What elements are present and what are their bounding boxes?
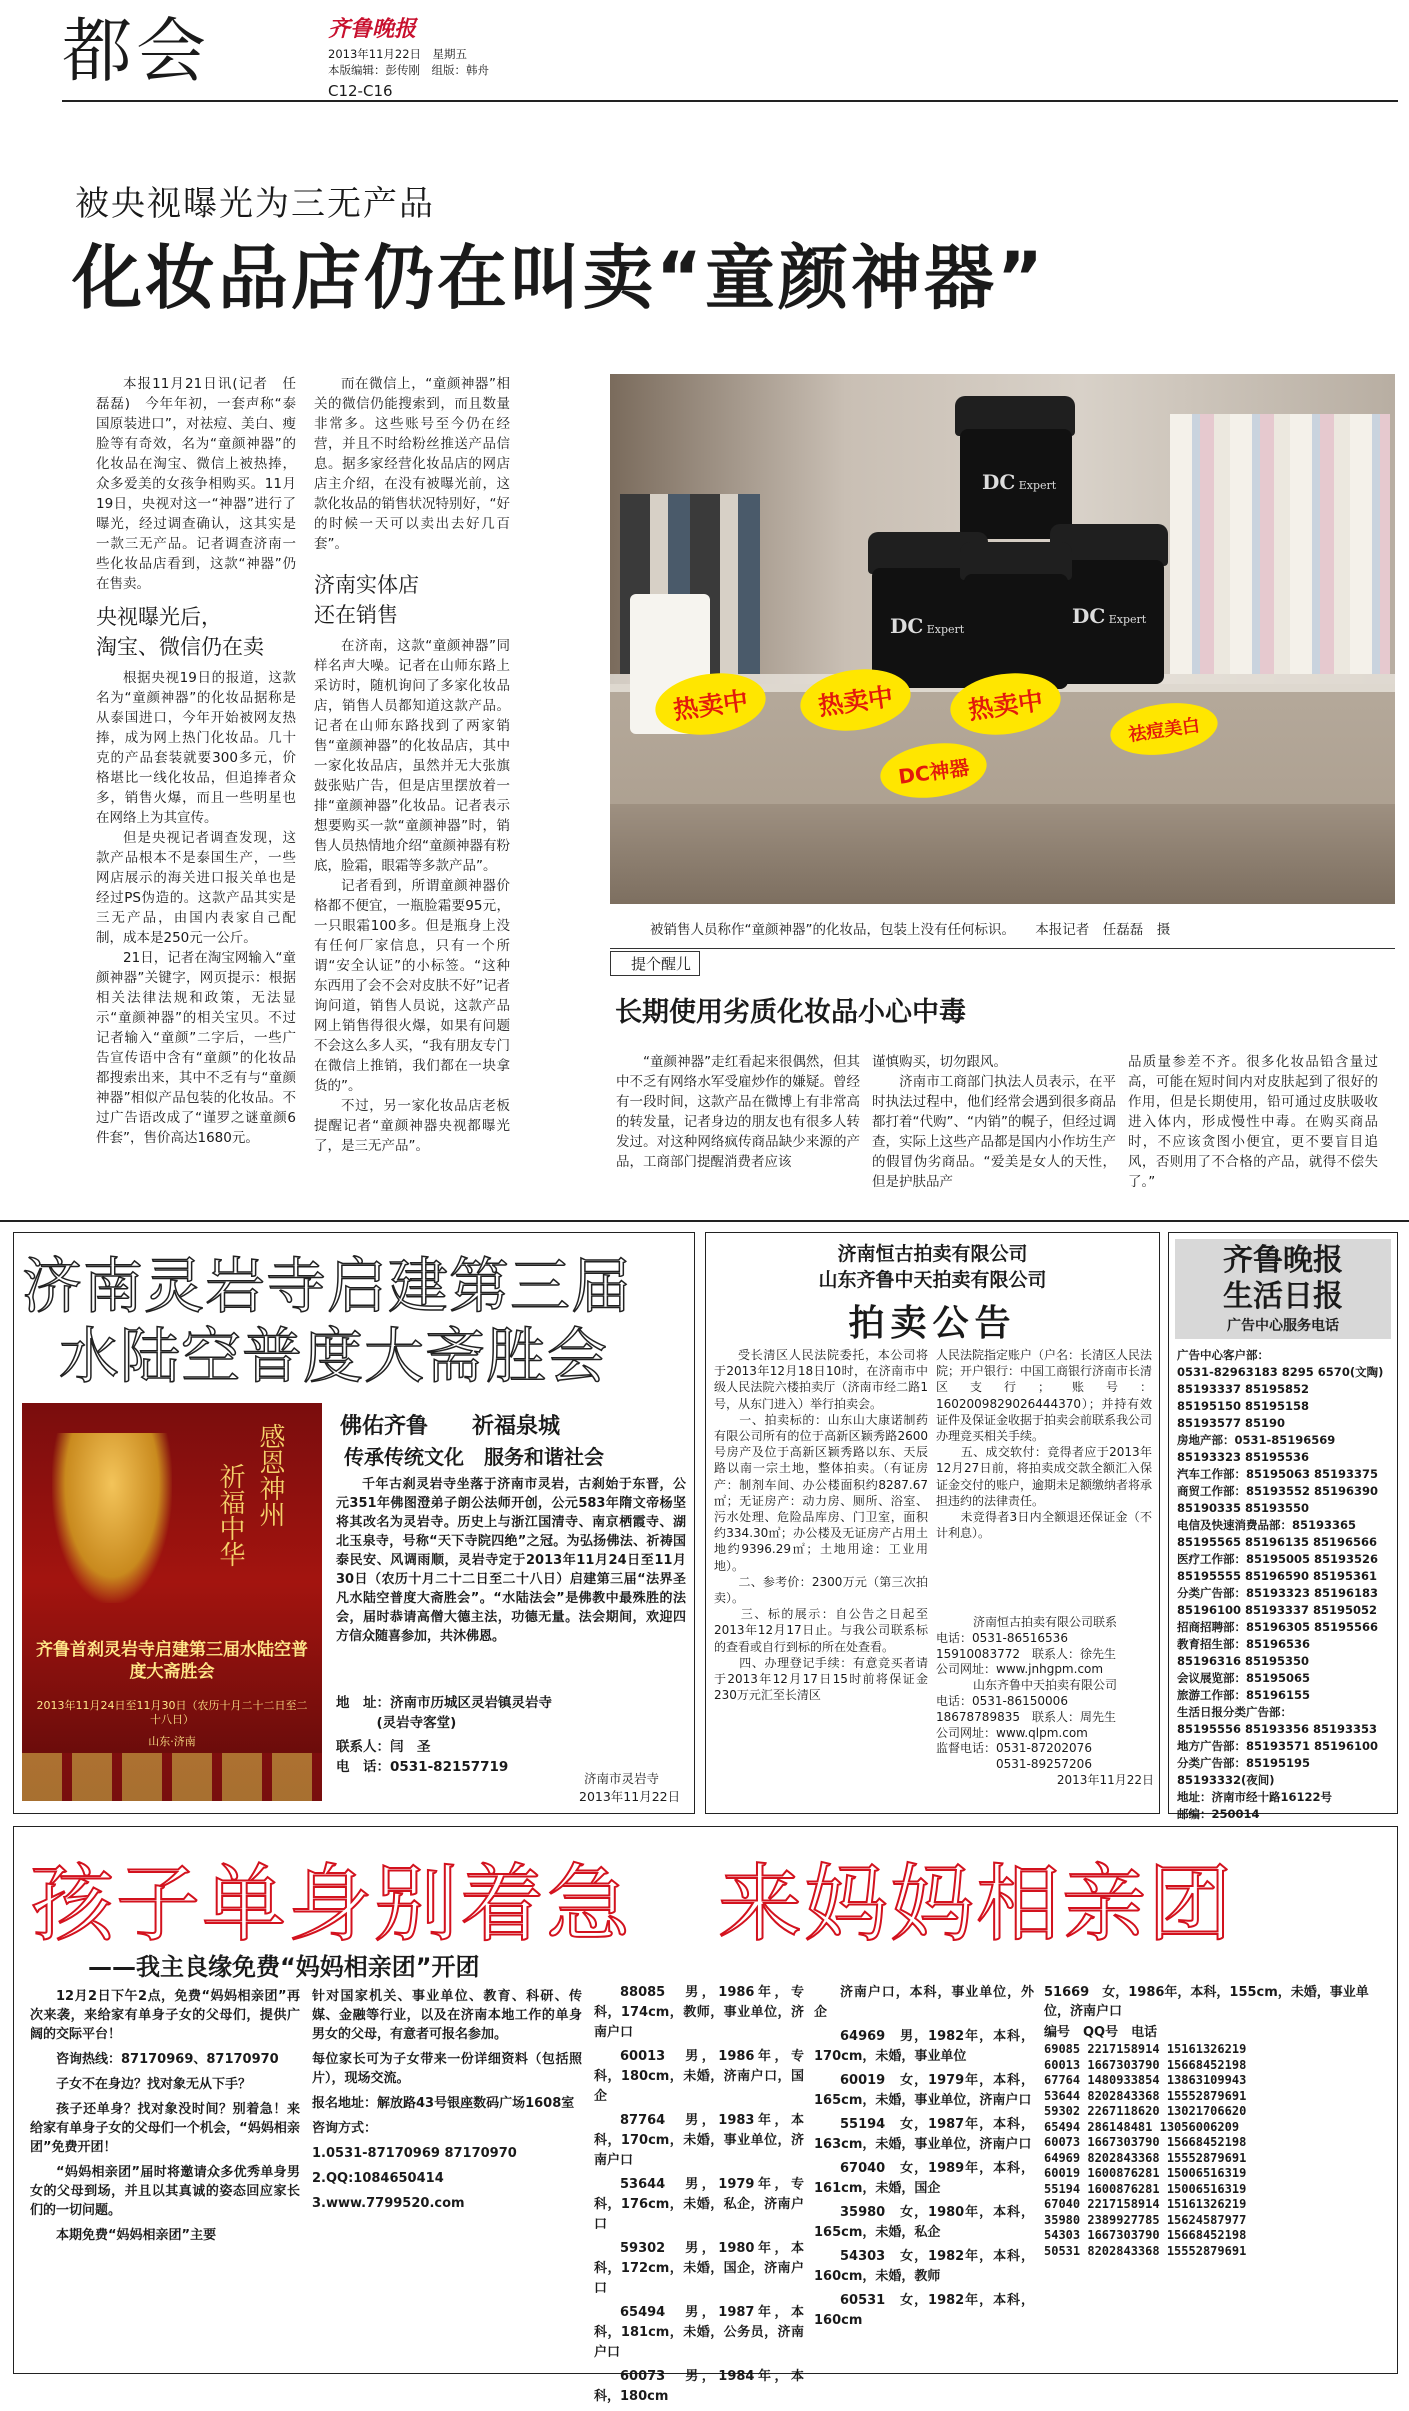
member-entry: 59302 男，1980年，本科，172cm，未婚，国企，济南户口 xyxy=(594,2241,804,2296)
temple-tel-label: 电 话： xyxy=(336,1759,390,1775)
directory-line: 房地产部：0531-85196569 xyxy=(1177,1433,1336,1447)
temple-ad-title-1: 济南灵岩寺启建第三届 xyxy=(22,1252,632,1322)
temple-address-value: 济南市历城区灵岩镇灵岩寺 xyxy=(390,1695,552,1711)
directory-line: 85195150 85195158 xyxy=(1177,1399,1310,1413)
directory-line: 地址：济南市经十路16122号 xyxy=(1177,1790,1333,1804)
reminder-text-3: 品质量参差不齐。很多化妆品铅含量过高，可能在短时间内对皮肤起到了很好的作用，但是长期使用，铅可通过皮肤吸收进入体内，形成慢性中毒。在购买商品时，不应该贪图小便宜，更不要盲目追风，否则用了不合格的产品，就得不偿失了。” xyxy=(1128,1054,1378,1190)
directory-line: 85190335 85193550 xyxy=(1177,1501,1310,1515)
auction-contact-1-tel: 电话：0531-86516536 xyxy=(936,1630,1068,1645)
sign-hot-3: 热卖中 xyxy=(946,667,1064,742)
jar-brand-2 xyxy=(890,614,964,638)
table-row: 55194 1600876281 15006516319 xyxy=(1044,2181,1247,2196)
paragraph: 记者看到，所谓童颜神器价格都不便宜，一瓶脸霜要95元，一只眼霜100多。但是瓶身上没有任何厂家信息，只有一个所谓“安全认证”的小标签。“这种东西用了会不会对皮肤不好”记者询问道，销售人员说，这款产品网上销售得很火爆，如果有问题不会这么多人买，“我有朋友专门在微信上推销，我们都在一块拿货的”。 xyxy=(314,878,510,1094)
auction-right-text: 人民法院指定账户（户名：长清区人民法院；开户银行：中国工商银行济南市长清区支行；账号：1602009829026444370）；并持有效证件及保证金收据于拍卖会前联系我公司办理竞买相关手续。 五、成交软付：竞得者应于2013年12月27日前，将拍卖成交款全额汇入保证金交付的账户，逾期未足额缴纳者将承担违约的法律责任。 未竞得者3日内全额退还保证金（不计利息）。 xyxy=(936,1348,1153,1541)
directory-line: 邮编：250014 xyxy=(1177,1807,1260,1821)
jar-brand-2-sub: Expert xyxy=(926,623,965,636)
matchmaking-table xyxy=(1044,2042,1389,2259)
table-row: 60073 1667303790 15668452198 xyxy=(1044,2135,1247,2149)
jar-brand-1 xyxy=(982,470,1056,494)
buddha-figure xyxy=(52,1433,172,1603)
directory-line: 85196100 85193337 85195052 xyxy=(1177,1603,1378,1617)
matchmaking-col-5-head: 51669 女，1986年，本科，155cm，未婚，事业单位，济南户口 xyxy=(1044,1985,1369,2019)
counter-base xyxy=(610,804,1395,904)
directory-line: 广告中心客户部： xyxy=(1177,1348,1269,1362)
temple-ad xyxy=(13,1232,695,1814)
column-1-body xyxy=(96,668,296,1148)
reminder-tag-label: 提个醒儿 xyxy=(610,951,700,976)
subheading-1b: 淘宝、微信仍在卖 xyxy=(96,635,264,659)
directory-line: 分类广告部：85193323 85196183 xyxy=(1177,1586,1379,1600)
bottles-right xyxy=(1170,414,1390,674)
table-row: 54303 1667303790 15668452198 xyxy=(1044,2228,1247,2242)
directory-line: 85195565 85196135 85196566 xyxy=(1177,1535,1378,1549)
reminder-col-2 xyxy=(872,1052,1116,1192)
directory-line: 会议展览部：85195065 xyxy=(1177,1671,1311,1685)
auction-supervision-tel: 监督电话：0531-87202076 xyxy=(936,1741,1092,1756)
ad-top-rule xyxy=(0,1220,1409,1222)
auction-left-text: 受长清区人民法院委托，本公司将于2013年12月18日10时，在济南市中级人民法院六楼拍卖厅（济南市经二路1号，从东门进入）举行拍卖会。 一、拍卖标的：山东山大康诺制药有限公司所有的位于高新区颖秀路2600号房产及位于高新区颖秀路以东、天辰路以南一宗土地，整体拍卖。（有证房产：制剂车间、办公楼面积约8287.67㎡；无证房产：动力房、厕所、浴室、污水处理、危险品库房、门卫室，面积约334.30㎡；办公楼及无证房产占用土地约9396.29㎡；土地用途：工业用地）。 二、参考价：2300万元（第三次拍卖）。 三、标的展示：自公告之日起至2013年12月17日止。与我公司联系标的查看或自行到标的所在处查看。 四、办理登记手续：有意竞买者请于2013年12月17日15时前将保证金230万元汇至长清区 xyxy=(714,1348,928,1703)
member-entry: 济南户口，本科，事业单位，外企 xyxy=(814,1985,1034,2020)
directory-line: 85193577 85190 xyxy=(1177,1416,1286,1430)
matchmaking-paragraph: 12月2日下午2点，免费“妈妈相亲团”再次来袭，来给家有单身子女的父母们，提供广阔的交际平台！ xyxy=(30,1989,300,2042)
member-entry: 88085 男，1986年，专科，174cm，教师，事业单位，济南户口 xyxy=(594,1985,804,2040)
directory-line: 商贸工作部：85193552 85196390 xyxy=(1177,1484,1379,1498)
matchmaking-paragraph: 孩子还单身？找对象没时间？别着急！来给家有单身子女的父母们一个机会，“妈妈相亲团”免费开团！ xyxy=(30,2102,300,2155)
member-entry: 65494 男，1987年，本科，181cm，未婚，公务员，济南户口 xyxy=(594,2305,804,2360)
temple-contact xyxy=(336,1737,508,1777)
member-entry: 67040 女，1989年，本科，161cm，未婚，国企 xyxy=(814,2161,1034,2196)
auction-contacts xyxy=(936,1615,1154,1789)
table-row: 69085 2217158914 15161326219 xyxy=(1044,2042,1247,2056)
subheading-2 xyxy=(314,570,510,630)
table-row: 64969 8202843368 15552879691 xyxy=(1044,2150,1247,2165)
temple-sign-date: 2013年11月22日 xyxy=(579,1789,681,1804)
directory-line: 教育招生部：85196536 xyxy=(1177,1637,1311,1651)
matchmaking-title: 孩子单身别着急 来妈妈相亲团 xyxy=(30,1855,1235,1953)
jar-brand-2-logo: DC xyxy=(890,614,924,638)
table-row: 35980 2389927785 15624587977 xyxy=(1044,2212,1247,2227)
reminder-text-1: “童颜神器”走红看起来很偶然，但其中不乏有网络水军受雇炒作的嫌疑。曾经有一段时间，这款产品在微博上有非常高的转发量，记者身边的朋友也有很多人转发过。对这种网络疯传商品缺少来源的产品，工商部门提醒消费者应该 xyxy=(616,1054,860,1170)
reminder-col-1 xyxy=(616,1052,860,1172)
paragraph: 根据央视19日的报道，这款名为“童颜神器”的化妆品据称是从泰国进口，今年开始被网友热捧，成为网上热门化妆品。几十克的产品套装就要300多元，价格堪比一线化妆品，但追捧者众多，销售火爆，而且一些明星也在网络上为其宣传。 xyxy=(96,670,296,826)
member-entry: 53644 男，1979年，专科，176cm，未婚，私企，济南户口 xyxy=(594,2177,804,2232)
matchmaking-ad xyxy=(13,1826,1398,2404)
jar-brand-3-sub: Expert xyxy=(1108,613,1147,626)
subheading-1 xyxy=(96,602,296,662)
member-entry: 35980 女，1980年，本科，165cm，未婚，私企 xyxy=(814,2205,1034,2240)
directory-line: 85193332(夜间) xyxy=(1177,1773,1275,1787)
temple-contact-value: 闫 圣 xyxy=(390,1739,431,1755)
directory-title-1: 齐鲁晚报 xyxy=(1223,1243,1343,1278)
matchmaking-paragraph: 针对国家机关、事业单位、教育、科研、传媒、金融等行业，以及在济南本地工作的单身男女的父母，有意者可报名参加。 xyxy=(312,1989,582,2042)
reminder-col-3 xyxy=(1128,1052,1378,1192)
table-row: 50531 8202843368 15552879691 xyxy=(1044,2243,1247,2258)
sign-hot-2: 热卖中 xyxy=(796,663,914,738)
auction-ad xyxy=(705,1232,1160,1814)
section-title: 都会 xyxy=(62,10,210,92)
page-range: C12-C16 xyxy=(328,82,393,100)
directory-list xyxy=(1177,1347,1391,1823)
directory-title-2: 生活日报 xyxy=(1223,1279,1343,1314)
subheading-2a: 济南实体店 xyxy=(314,573,419,597)
matchmaking-paragraph: 1.0531-87170969 87170970 xyxy=(312,2146,517,2161)
matchmaking-col-2 xyxy=(312,1987,582,2219)
directory-line: 电信及快速消费品部：85193365 xyxy=(1177,1518,1357,1532)
temple-poster xyxy=(22,1403,322,1801)
column-1-lead xyxy=(96,374,296,594)
table-row: 60019 1600876281 15006516319 xyxy=(1044,2166,1247,2180)
header-rule xyxy=(62,100,1398,102)
reminder-tag xyxy=(610,948,1395,973)
auction-contact-1-mobile: 15910083772 联系人：徐先生 xyxy=(936,1646,1116,1661)
subheading-1a: 央视曝光后， xyxy=(96,605,222,629)
paragraph: 不过，另一家化妆品店老板提醒记者“童颜神器央视都曝光了，是三无产品”。 xyxy=(314,1098,510,1154)
matchmaking-paragraph: 咨询热线：87170969、87170970 xyxy=(56,2052,279,2067)
matchmaking-paragraph: 本期免费“妈妈相亲团”主要 xyxy=(56,2228,217,2243)
auction-contact-2-name: 山东齐鲁中天拍卖有限公司 xyxy=(972,1678,1117,1693)
poster-vertical-2: 祈福中华 xyxy=(215,1463,245,1567)
column-2-lead xyxy=(314,374,510,554)
member-entry: 60073 男，1984年，本科，180cm xyxy=(594,2369,804,2404)
article-column-1 xyxy=(96,374,296,1148)
directory-line: 85193337 85195852 xyxy=(1177,1382,1310,1396)
sign-acne: 祛痘美白 xyxy=(1107,697,1221,762)
poster-bottom-band xyxy=(22,1753,322,1801)
table-row: 67040 2217158914 15161326219 xyxy=(1044,2197,1247,2211)
directory-ad xyxy=(1168,1232,1398,1821)
matchmaking-col-3 xyxy=(594,1983,804,2411)
member-entry: 64969 男，1982年，本科，170cm，未婚，事业单位 xyxy=(814,2029,1034,2064)
temple-heading-1: 佛佑齐鲁 祈福泉城 xyxy=(340,1414,561,1439)
sign-dc: DC神器 xyxy=(877,737,991,804)
article-kicker: 被央视曝光为三无产品 xyxy=(75,184,435,224)
directory-line: 旅游工作部：85196155 xyxy=(1177,1688,1311,1702)
auction-company-1: 济南恒古拍卖有限公司 xyxy=(837,1243,1028,1265)
member-entry: 60019 女，1979年，本科，165cm，未婚，事业单位，济南户口 xyxy=(814,2073,1034,2108)
matchmaking-paragraph: 子女不在身边？找对象无从下手？ xyxy=(56,2077,252,2092)
temple-address-note: (灵岩寺客堂) xyxy=(376,1715,457,1731)
temple-tel-value: 0531-82157719 xyxy=(390,1759,509,1775)
table-row: 59302 2267118620 13021706620 xyxy=(1044,2104,1247,2118)
matchmaking-paragraph: 3.www.7799520.com xyxy=(312,2196,465,2211)
table-row: 60013 1667303790 15668452198 xyxy=(1044,2057,1247,2072)
table-row: 67764 1480933854 13863109943 xyxy=(1044,2073,1247,2087)
column-2-body xyxy=(314,636,510,1156)
jar-brand-3-logo: DC xyxy=(1072,604,1106,628)
editors: 本版编辑：彭传刚 组版：韩舟 xyxy=(328,63,489,77)
poster-date: 2013年11月24日至11月30日（农历十月二十二日至二十八日） xyxy=(36,1699,308,1726)
member-entry: 60531 女，1982年，本科，160cm xyxy=(814,2293,1034,2328)
jar-brand-1-logo: DC xyxy=(982,470,1016,494)
matchmaking-paragraph: 每位家长可为子女带来一份详细资料（包括照片），现场交流。 xyxy=(312,2052,582,2086)
temple-contact-label: 联系人： xyxy=(336,1739,390,1755)
matchmaking-paragraph: 2.QQ:1084650414 xyxy=(312,2171,444,2186)
poster-location: 山东·济南 xyxy=(148,1735,196,1748)
auction-contact-2-tel: 电话：0531-86150006 xyxy=(936,1693,1068,1708)
jar-brand-3 xyxy=(1072,604,1146,628)
directory-line: 85193323 85195536 xyxy=(1177,1450,1310,1464)
auction-contact-2-web: 公司网址：www.qlpm.com xyxy=(936,1725,1088,1740)
matchmaking-paragraph: “妈妈相亲团”届时将邀请众多优秀单身男女的父母到场，并且以其真诚的姿态回应家长们的一切问题。 xyxy=(30,2165,300,2218)
member-entry: 54303 女，1982年，本科，160cm，未婚，教师 xyxy=(814,2249,1034,2284)
auction-title: 拍卖公告 xyxy=(848,1303,1017,1344)
directory-line: 生活日报分类广告部： xyxy=(1177,1705,1292,1719)
subheading-2b: 还在销售 xyxy=(314,603,398,627)
photo-caption: 被销售人员称作“童颜神器”的化妆品，包装上没有任何标识。 本报记者 任磊磊 摄 xyxy=(650,922,1171,938)
temple-address xyxy=(336,1693,552,1733)
article-column-2 xyxy=(314,374,510,1156)
reminder-text-2: 谨慎购买，切勿跟风。 济南市工商部门执法人员表示，在平时执法过程中，他们经常会遇到很多商品都打着“代购”、“内销”的幌子，但经过调查，实际上这些产品都是国内小作坊生产的假冒伪劣商品。“爱美是女人的天性，但是护肤品产 xyxy=(872,1054,1116,1190)
poster-vertical-1: 感恩神州 xyxy=(255,1423,285,1527)
matchmaking-paragraph: 报名地址：解放路43号银座数码广场1608室 xyxy=(312,2096,575,2111)
matchmaking-table-header: 编号 QQ号 电话 xyxy=(1044,2025,1158,2040)
member-entry: 87764 男，1983年，本科，170cm，未婚，事业单位，济南户口 xyxy=(594,2113,804,2168)
issue-date: 2013年11月22日 星期五 xyxy=(328,47,468,61)
temple-address-label: 地 址： xyxy=(336,1695,390,1711)
table-row: 53644 8202843368 15552879691 xyxy=(1044,2088,1247,2103)
jar-mid xyxy=(964,574,1068,689)
directory-line: 招商招聘部：85196305 85195566 xyxy=(1177,1620,1379,1634)
matchmaking-subtitle: ——我主良缘免费“妈妈相亲团”开团 xyxy=(88,1953,480,1981)
jar-brand-1-sub: Expert xyxy=(1018,479,1057,492)
matchmaking-col-4 xyxy=(814,1983,1034,2335)
paragraph: 但是央视记者调查发现，这款产品根本不是泰国生产，一些网店展示的海关进口报关单也是经过PS伪造的。这款产品其实是三无产品，由国内表家自己配制，成本是250元一公斤。 xyxy=(96,830,296,946)
article-headline: 化妆品店仍在叫卖“童颜神器” xyxy=(72,237,1047,319)
temple-body: 千年古刹灵岩寺坐落于济南市灵岩，古刹始于东晋，公元351年佛图澄弟子朗公法师开创，公元583年隋文帝杨坚将其改名为灵岩寺。历史上与浙江国清寺、南京栖霞寺、湖北玉泉寺，号称“天下寺院四绝”之冠。为弘扬佛法、祈祷国泰民安、风调雨顺，灵岩寺定于2013年11月24日至11月30日（农历十月二十二日至二十八日）启建第三届“法界圣凡水陆空普度大斋胜会”。“水陆法会”是佛教中最殊胜的法会，届时恭请高僧大德主法，功德无量。法会期间，欢迎四方信众随喜参加，共沐佛恩。 xyxy=(336,1477,686,1644)
paragraph: 而在微信上，“童颜神器”相关的微信仍能搜索到，而且数量非常多。这些账号至今仍在经营，并且不时给粉丝推送产品信息。据多家经营化妆品店的网店店主介绍，在没有被曝光前，这款化妆品的销售状况特别好，“好的时候一天可以卖出去好几百套”。 xyxy=(314,376,510,552)
sign-hot-1: 热卖中 xyxy=(651,667,769,742)
directory-header xyxy=(1175,1239,1391,1339)
directory-line: 医疗工作部：85195005 85193526 xyxy=(1177,1552,1379,1566)
paragraph: 21日，记者在淘宝网输入“童颜神器”关键字，网页提示：根据相关法律法规和政策，无法显示“童颜神器”的相关宝贝。不过记者输入“童颜”二字后，一些广告宣传语中含有“童颜”的化妆品都搜索出来，其中不乏有与“童颜神器”相似产品包装的化妆品。不过广告语改成了“谨罗之谜童颜6件套”，售价高达1680元。 xyxy=(96,950,296,1146)
matchmaking-paragraph: 咨询方式： xyxy=(312,2121,378,2136)
member-entry: 55194 女，1987年，本科，163cm，未婚，事业单位，济南户口 xyxy=(814,2117,1034,2152)
auction-company-2: 山东齐鲁中天拍卖有限公司 xyxy=(818,1269,1047,1291)
directory-line: 85195556 85193356 85193353 xyxy=(1177,1722,1378,1736)
temple-sign: 济南市灵岩寺 xyxy=(584,1771,660,1786)
member-entry: 60013 男，1986年，专科，180cm，未婚，济南户口，国企 xyxy=(594,2049,804,2104)
poster-title: 齐鲁首刹灵岩寺启建第三届水陆空普度大斋胜会 xyxy=(36,1640,308,1682)
reminder-title: 长期使用劣质化妆品小心中毒 xyxy=(615,997,966,1028)
table-row: 65494 286148481 13056006209 xyxy=(1044,2119,1240,2134)
paragraph: 在济南，这款“童颜神器”同样名声大噪。记者在山师东路上采访时，随机询问了多家化妆品店，销售人员都知道这款产品。记者在山师东路找到了两家销售“童颜神器”的化妆品店，其中一家化妆品店，虽然并无大张旗鼓张贴广告，但是店里摆放着一排“童颜神器”化妆品。记者表示想要购买一款“童颜神器”时，销售人员热情地介绍“童颜神器有粉底，脸霜，眼霜等多款产品”。 xyxy=(314,638,510,874)
product-photo xyxy=(610,374,1395,904)
directory-line: 85196316 85195350 xyxy=(1177,1654,1310,1668)
directory-subtitle: 广告中心服务电话 xyxy=(1227,1318,1339,1334)
temple-ad-title-2: 水陆空普度大斋胜会 xyxy=(59,1322,608,1392)
directory-line: 汽车工作部：85195063 85193375 xyxy=(1177,1467,1379,1481)
auction-date: 2013年11月22日 xyxy=(1056,1772,1154,1787)
auction-contact-1-web: 公司网址：www.jnhgpm.com xyxy=(936,1662,1104,1677)
auction-supervision-tel-2: 0531-89257206 xyxy=(996,1757,1092,1772)
directory-line: 0531-82963183 8295 6570(文陶) xyxy=(1177,1365,1384,1379)
auction-contact-2-mobile: 18678789835 联系人：周先生 xyxy=(936,1709,1116,1724)
matchmaking-col-1 xyxy=(30,1987,300,2251)
matchmaking-col-5 xyxy=(1044,1983,1389,2259)
temple-heading-2: 传承传统文化 服务和谐社会 xyxy=(344,1445,604,1469)
directory-line: 85195555 85196590 85195361 xyxy=(1177,1569,1378,1583)
newspaper-logo: 齐鲁晚报 xyxy=(328,16,417,42)
auction-contact-1-name: 济南恒古拍卖有限公司联系 xyxy=(972,1615,1117,1629)
directory-line: 地方广告部：85193571 85196100 xyxy=(1177,1739,1379,1753)
paragraph: 本报11月21日讯(记者 任磊磊) 今年年初，一套声称“泰国原装进口”，对祛痘、美白、瘦脸等有奇效，名为“童颜神器”的化妆品在淘宝、微信上被热捧，众多爱美的女孩争相购买。11月19日，央视对这一“神器”进行了曝光，经过调查确认，这其实是一款三无产品。记者调查济南一些化妆品店看到，这款“神器”仍在售卖。 xyxy=(96,376,296,592)
directory-line: 分类广告部：85195195 xyxy=(1177,1756,1311,1770)
